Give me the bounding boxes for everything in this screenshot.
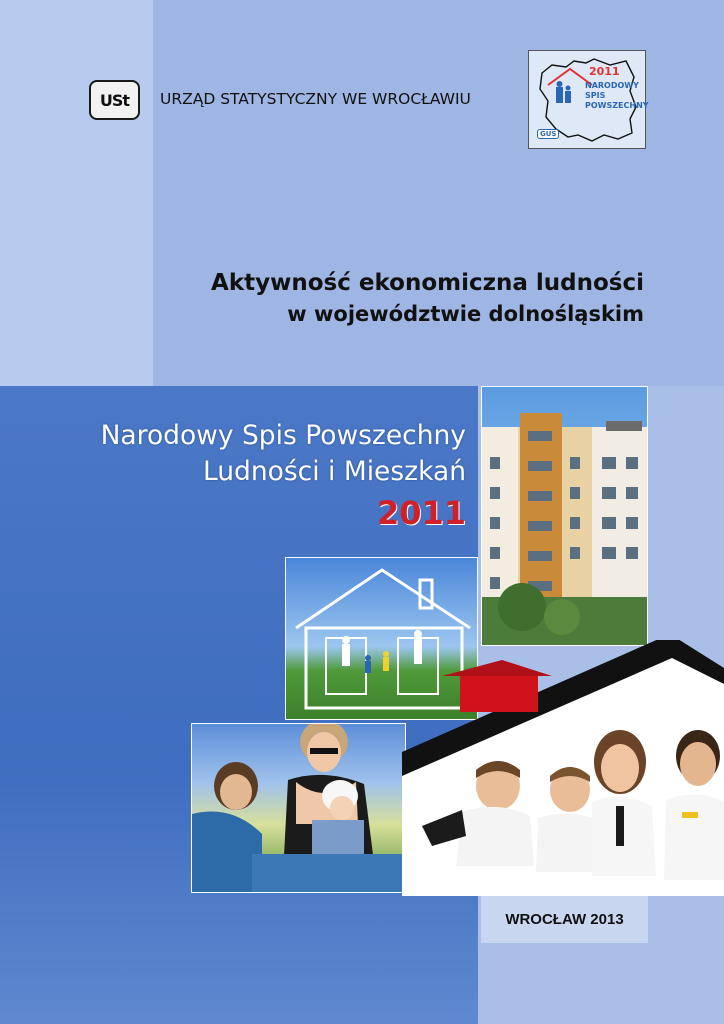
series-line-1: Narodowy Spis Powszechny xyxy=(100,420,466,451)
mother-child-photo xyxy=(191,723,406,893)
family-photo xyxy=(402,640,724,896)
title-line-2: w województwie dolnośląskim xyxy=(287,302,644,326)
title-line-1: Aktywność ekonomiczna ludności xyxy=(211,270,644,296)
series-title xyxy=(101,418,466,532)
place-and-year: WROCŁAW 2013 xyxy=(481,896,648,943)
office-name: URZĄD STATYSTYCZNY WE WROCŁAWIU xyxy=(160,90,471,108)
series-year: 2011 xyxy=(376,494,466,532)
census-logo-text: NARODOWY SPIS POWSZECHNY xyxy=(585,81,649,110)
census-logo-year: 2011 xyxy=(589,65,620,78)
census-logo xyxy=(528,50,649,149)
gus-logo: GUS xyxy=(537,129,559,139)
building-photo xyxy=(481,386,648,646)
background-top-left xyxy=(0,0,153,386)
us-logo xyxy=(89,80,140,120)
publication-title xyxy=(211,270,644,326)
us-logo-text: USt xyxy=(99,90,130,110)
series-line-2: Ludności i Mieszkań xyxy=(202,456,466,487)
